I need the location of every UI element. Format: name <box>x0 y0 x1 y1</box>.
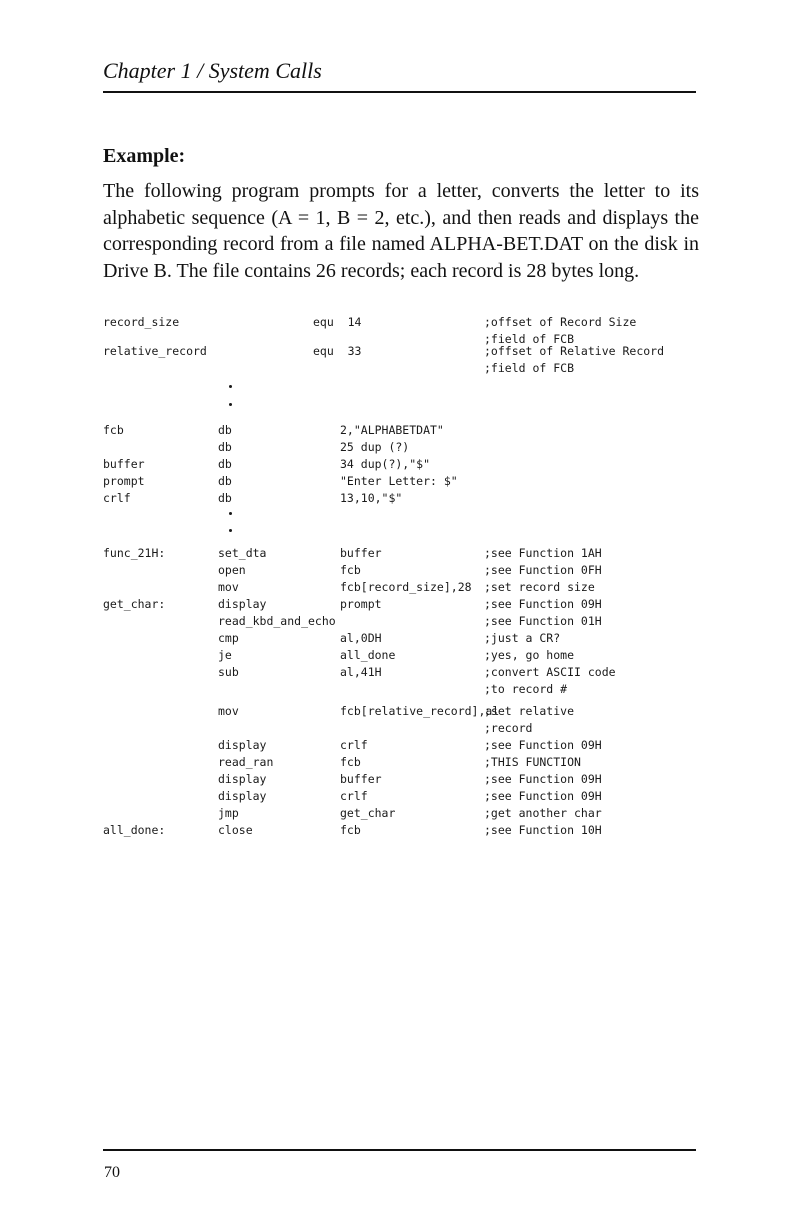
code-operand: al,0DH <box>340 631 382 645</box>
code-comment: ;see Function 1AH <box>484 546 602 560</box>
code-op: db <box>218 457 232 471</box>
code-comment: ;see Function 10H <box>484 823 602 837</box>
code-label: func_21H: <box>103 546 166 560</box>
code-label: buffer <box>103 457 145 471</box>
code-op: read_kbd_and_echo <box>218 614 336 628</box>
code-op: display <box>218 789 267 803</box>
code-comment: ;offset of Relative Record <box>484 344 665 358</box>
code-label: prompt <box>103 474 145 488</box>
code-comment: ;get another char <box>484 806 602 820</box>
code-operand: fcb <box>340 823 361 837</box>
code-operand: buffer <box>340 546 382 560</box>
ellipsis-dot <box>229 403 232 406</box>
footer-rule <box>103 1149 696 1151</box>
code-comment: ;convert ASCII code <box>484 665 616 679</box>
code-operand: fcb[relative_record],al <box>340 704 500 718</box>
code-operand: 13,10,"$" <box>340 491 403 505</box>
code-op: sub <box>218 665 239 679</box>
code-operand: buffer <box>340 772 382 786</box>
code-comment: ;set record size <box>484 580 595 594</box>
section-heading: Example: <box>103 145 186 167</box>
code-comment: ;field of FCB <box>484 332 575 346</box>
intro-paragraph: The following program prompts for a letter, converts the letter to its alphabetic sequence (A = 1, B = 2, etc.), and then reads and displays the corresponding record from a file named ALPHA-BET.DAT on the disk in Drive B. The file contains 26 records; each record is 28 bytes long. <box>103 180 699 282</box>
code-comment: ;set relative <box>484 704 575 718</box>
code-op: close <box>218 823 253 837</box>
code-label: crlf <box>103 491 131 505</box>
code-op: db <box>218 491 232 505</box>
code-label: relative_record <box>103 344 207 358</box>
code-operand: fcb <box>340 563 361 577</box>
code-comment: ;see Function 09H <box>484 772 602 786</box>
code-op: db <box>218 440 232 454</box>
code-op: db <box>218 474 232 488</box>
code-operand: al,41H <box>340 665 382 679</box>
code-operand: equ 33 <box>313 344 362 358</box>
code-operand: crlf <box>340 738 368 752</box>
code-comment: ;offset of Record Size <box>484 315 637 329</box>
code-op: read_ran <box>218 755 274 769</box>
code-label: record_size <box>103 315 180 329</box>
code-op: set_dta <box>218 546 267 560</box>
code-operand: get_char <box>340 806 396 820</box>
ellipsis-dot <box>229 529 232 532</box>
page-number: 70 <box>104 1164 120 1181</box>
code-comment: ;to record # <box>484 682 568 696</box>
chapter-header: Chapter 1 / System Calls <box>103 58 322 83</box>
code-operand: 2,"ALPHABETDAT" <box>340 423 444 437</box>
code-op: display <box>218 597 267 611</box>
code-label: all_done: <box>103 823 166 837</box>
code-comment: ;see Function 09H <box>484 738 602 752</box>
code-op: mov <box>218 580 239 594</box>
code-op: display <box>218 738 267 752</box>
code-comment: ;yes, go home <box>484 648 575 662</box>
code-comment: ;see Function 0FH <box>484 563 602 577</box>
code-label: get_char: <box>103 597 166 611</box>
code-operand: 25 dup (?) <box>340 440 410 454</box>
code-comment: ;THIS FUNCTION <box>484 755 581 769</box>
code-comment: ;see Function 01H <box>484 614 602 628</box>
code-comment: ;see Function 09H <box>484 597 602 611</box>
code-operand: equ 14 <box>313 315 362 329</box>
code-comment: ;record <box>484 721 533 735</box>
code-op: jmp <box>218 806 239 820</box>
code-comment: ;field of FCB <box>484 361 575 375</box>
code-operand: "Enter Letter: $" <box>340 474 458 488</box>
code-label: fcb <box>103 423 124 437</box>
code-comment: ;see Function 09H <box>484 789 602 803</box>
code-operand: fcb[record_size],28 <box>340 580 472 594</box>
ellipsis-dot <box>229 512 232 515</box>
code-comment: ;just a CR? <box>484 631 561 645</box>
code-op: db <box>218 423 232 437</box>
code-operand: fcb <box>340 755 361 769</box>
code-op: display <box>218 772 267 786</box>
code-operand: prompt <box>340 597 382 611</box>
code-operand: crlf <box>340 789 368 803</box>
ellipsis-dot <box>229 385 232 388</box>
code-op: cmp <box>218 631 239 645</box>
code-operand: all_done <box>340 648 396 662</box>
code-operand: 34 dup(?),"$" <box>340 457 431 471</box>
code-op: mov <box>218 704 239 718</box>
code-op: je <box>218 648 232 662</box>
code-op: open <box>218 563 246 577</box>
